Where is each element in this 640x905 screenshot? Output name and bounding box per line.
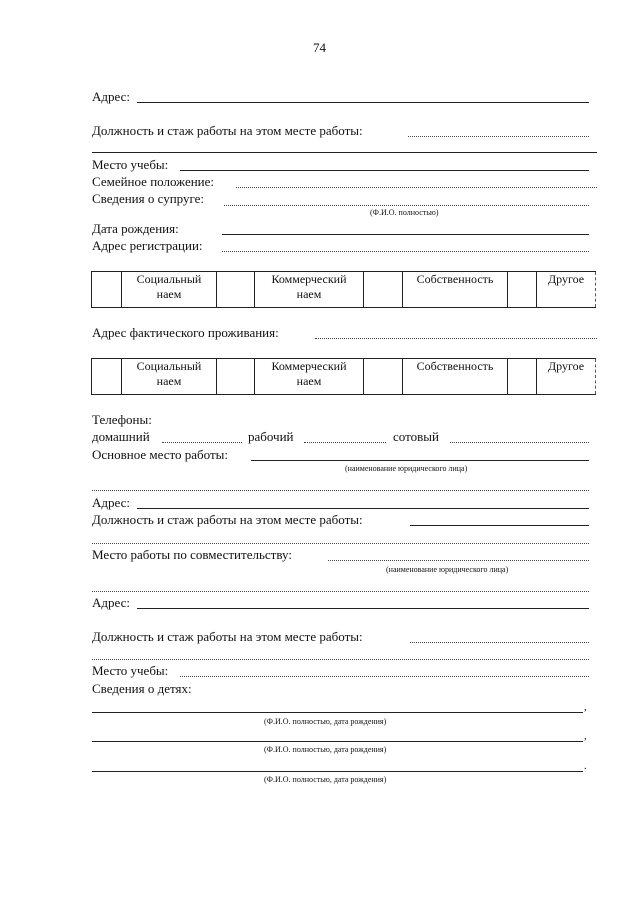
mobile-phone-label: сотовый [393, 429, 439, 444]
main-work-label: Основное место работы: [92, 447, 228, 462]
registration-ownership-table [91, 271, 596, 308]
option-social-rent: Социальный наем [122, 272, 217, 308]
home-phone-label: домашний [92, 429, 150, 444]
option-other: Другое [537, 272, 596, 308]
fio-caption: (Ф.И.О. полностью) [370, 208, 439, 217]
child-1-line[interactable] [92, 712, 583, 713]
registration-address-label: Адрес регистрации: [92, 238, 203, 253]
main-position-tenure-line-2[interactable] [92, 543, 589, 544]
checkbox-commercial[interactable] [217, 359, 255, 395]
option-property: Собственность [403, 272, 508, 308]
child-3-caption: (Ф.И.О. полностью, дата рождения) [264, 775, 387, 784]
spouse-info-label: Сведения о супруге: [92, 191, 205, 206]
part-time-position-tenure-line-2[interactable] [92, 659, 589, 660]
mobile-phone-line[interactable] [450, 442, 589, 443]
actual-residence-label: Адрес фактического проживания: [92, 325, 279, 340]
study-place-label: Место учебы: [92, 157, 169, 172]
position-tenure-label: Должность и стаж работы на этом месте работы: [92, 123, 363, 138]
work-phone-label: рабочий [248, 429, 294, 444]
actual-residence-line[interactable] [315, 338, 597, 339]
main-position-tenure-label: Должность и стаж работы на этом месте работы: [92, 512, 363, 527]
child-3-period: . [584, 760, 587, 772]
part-time-position-tenure-line[interactable] [410, 642, 589, 643]
option-commercial-rent: Коммерческий наем [255, 359, 364, 395]
part-time-work-label: Место работы по совместительству: [92, 547, 292, 562]
option-other: Другое [537, 359, 596, 395]
study-place-line[interactable] [180, 170, 589, 171]
child-2-comma: , [584, 730, 587, 742]
marital-status-label: Семейное положение: [92, 174, 215, 189]
registration-address-line[interactable] [222, 251, 589, 252]
work-address-line[interactable] [137, 508, 589, 509]
marital-status-line[interactable] [236, 187, 597, 188]
study-place-line-2[interactable] [180, 676, 589, 677]
option-property: Собственность [403, 359, 508, 395]
spouse-info-line[interactable] [224, 205, 589, 206]
part-time-position-tenure-label: Должность и стаж работы на этом месте работы: [92, 629, 363, 644]
main-work-line[interactable] [251, 460, 589, 461]
part-time-work-line[interactable] [328, 560, 589, 561]
checkbox-social[interactable] [92, 359, 122, 395]
legal-entity-caption: (наименование юридического лица) [345, 464, 468, 473]
part-time-work-line-2[interactable] [92, 591, 589, 592]
study-place-label-2: Место учебы: [92, 663, 169, 678]
part-time-address-label: Адрес: [92, 595, 130, 610]
checkbox-social[interactable] [92, 272, 122, 308]
child-1-comma: , [584, 701, 587, 713]
child-2-caption: (Ф.И.О. полностью, дата рождения) [264, 745, 387, 754]
checkbox-property[interactable] [364, 272, 403, 308]
home-phone-line[interactable] [162, 442, 242, 443]
option-commercial-rent: Коммерческий наем [255, 272, 364, 308]
phones-label: Телефоны: [92, 412, 152, 427]
address-label: Адрес: [92, 89, 130, 104]
residence-ownership-table [91, 358, 596, 395]
checkbox-other[interactable] [508, 272, 537, 308]
legal-entity-caption: (наименование юридического лица) [386, 565, 509, 574]
work-phone-line[interactable] [304, 442, 386, 443]
checkbox-property[interactable] [364, 359, 403, 395]
position-tenure-line[interactable] [408, 136, 589, 137]
checkbox-other[interactable] [508, 359, 537, 395]
main-position-tenure-line[interactable] [410, 525, 589, 526]
part-time-address-line[interactable] [137, 608, 589, 609]
address-line[interactable] [137, 102, 589, 103]
birth-date-line[interactable] [222, 234, 589, 235]
position-tenure-line-2[interactable] [92, 152, 597, 153]
work-address-label: Адрес: [92, 495, 130, 510]
birth-date-label: Дата рождения: [92, 221, 179, 236]
main-work-line-2[interactable] [92, 490, 589, 491]
child-2-line[interactable] [92, 741, 583, 742]
option-social-rent: Социальный наем [122, 359, 217, 395]
checkbox-commercial[interactable] [217, 272, 255, 308]
children-info-label: Сведения о детях: [92, 681, 192, 696]
child-1-caption: (Ф.И.О. полностью, дата рождения) [264, 717, 387, 726]
page-number: 74 [313, 40, 326, 55]
child-3-line[interactable] [92, 771, 583, 772]
